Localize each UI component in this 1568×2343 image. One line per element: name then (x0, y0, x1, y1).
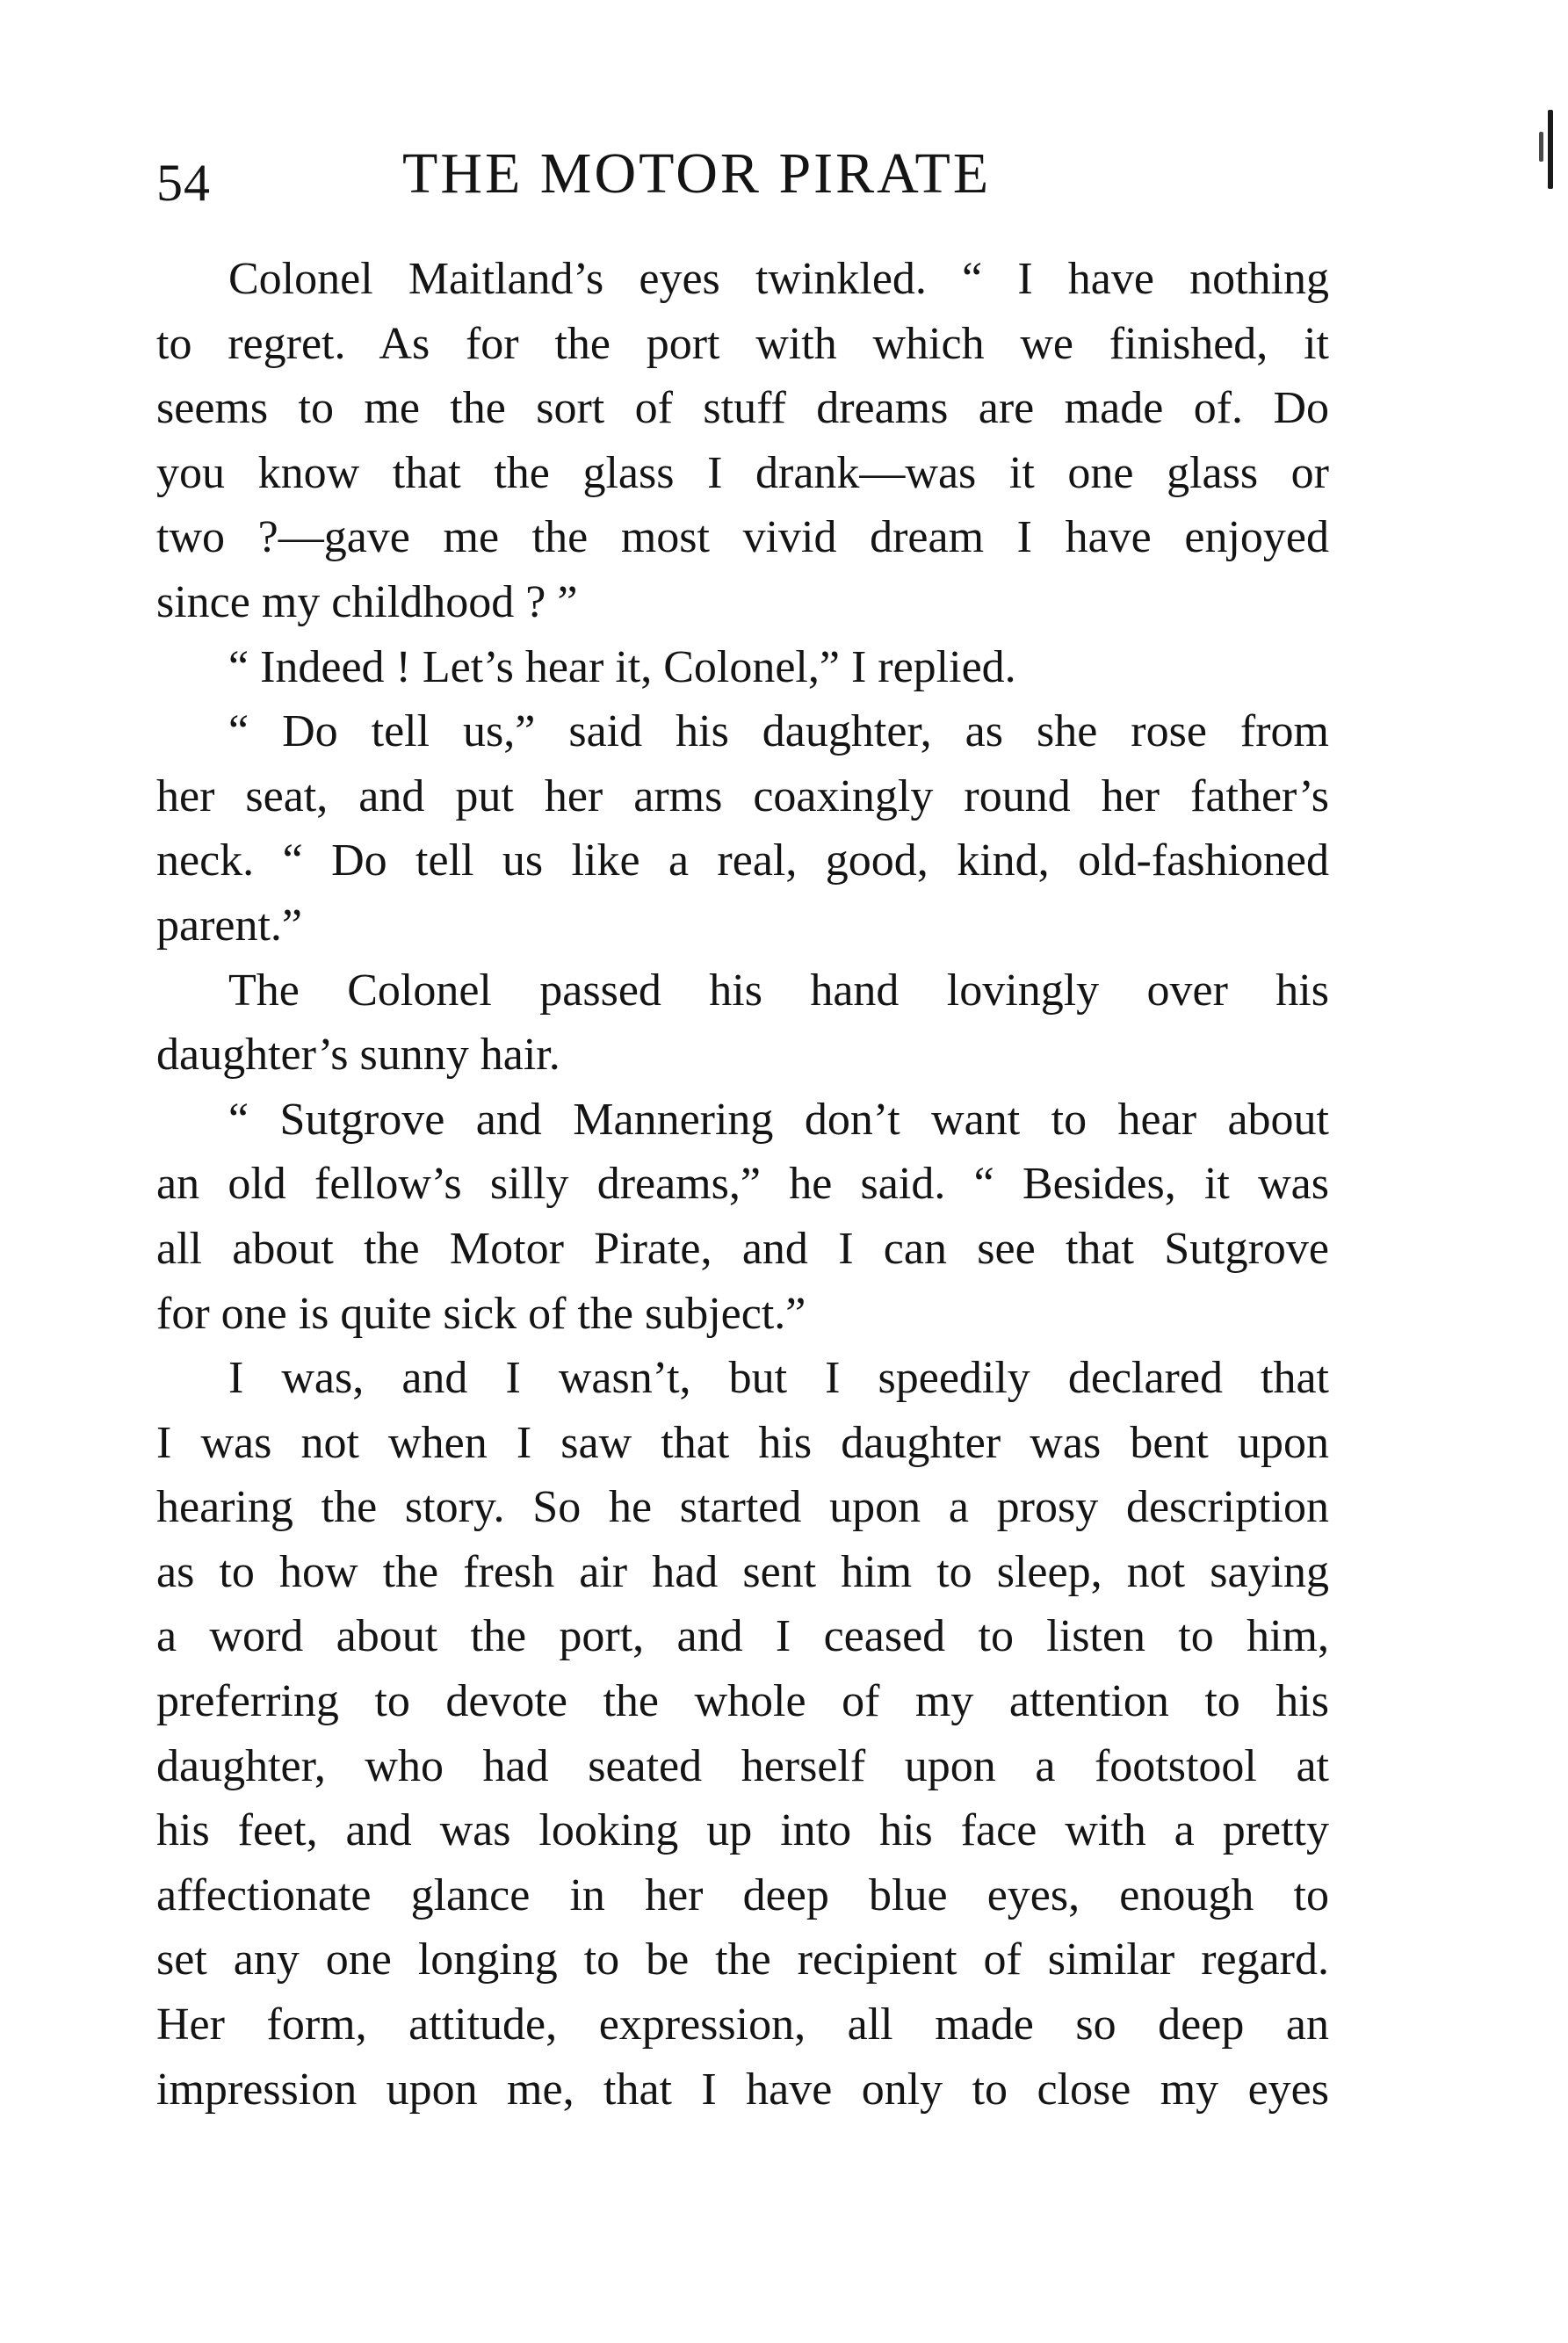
text-line: daughter’s sunny hair. (156, 1030, 560, 1081)
text-line: you know that the glass I drank—was it one glass or (156, 447, 1329, 498)
running-title: THE MOTOR PIRATE (402, 141, 992, 206)
text-line: neck. “ Do tell us like a real, good, kind, old-fashioned (156, 835, 1329, 886)
text-line: “ Indeed ! Let’s hear it, Colonel,” I replied. (228, 641, 1016, 692)
text-line: affectionate glance in her deep blue eyes, enough to (156, 1869, 1329, 1920)
text-line: impression upon me, that I have only to close my eyes (156, 2064, 1329, 2115)
running-head (156, 141, 1333, 220)
text-line: two ?—gave me the most vivid dream I have enjoyed (156, 512, 1329, 563)
text-line: set any one longing to be the recipient of similar regard. (156, 1934, 1329, 1985)
text-line: I was not when I saw that his daughter was bent upon (156, 1417, 1329, 1468)
text-line: a word about the port, and I ceased to listen to him, (156, 1611, 1329, 1662)
text-line: Her form, attitude, expression, all made so deep an (156, 2000, 1329, 2050)
text-line: “ Sutgrove and Mannering don’t want to hear about (228, 1094, 1329, 1145)
text-line: her seat, and put her arms coaxingly round her father’s (156, 770, 1329, 821)
text-line: preferring to devote the whole of my attention to his (156, 1676, 1329, 1727)
text-line: hearing the story. So he started upon a prosy description (156, 1482, 1329, 1533)
text-line: daughter, who had seated herself upon a footstool at (156, 1740, 1329, 1791)
text-line: for one is quite sick of the subject.” (156, 1288, 806, 1339)
text-line: an old fellow’s silly dreams,” he said. “ Besides, it was (156, 1159, 1329, 1210)
text-line: Colonel Maitland’s eyes twinkled. “ I have nothing (228, 254, 1329, 304)
text-line: I was, and I wasn’t, but I speedily declared that (228, 1353, 1329, 1404)
page-edge-mark-secondary (1539, 132, 1543, 162)
page-number: 54 (156, 154, 211, 212)
page-edge-mark (1548, 110, 1553, 189)
text-line: since my childhood ? ” (156, 576, 578, 627)
text-line: to regret. As for the port with which we finished, it (156, 318, 1329, 369)
text-line: “ Do tell us,” said his daughter, as she rose from (228, 706, 1329, 757)
text-line: as to how the fresh air had sent him to sleep, not saying (156, 1546, 1329, 1597)
text-line: parent.” (156, 900, 303, 951)
text-line: The Colonel passed his hand lovingly over his (228, 965, 1329, 1016)
text-line: seems to me the sort of stuff dreams are made of. Do (156, 383, 1329, 434)
text-line: his feet, and was looking up into his face with a pretty (156, 1805, 1329, 1856)
text-line: all about the Motor Pirate, and I can see that Sutgrove (156, 1223, 1329, 1274)
body-text (156, 247, 1329, 2122)
